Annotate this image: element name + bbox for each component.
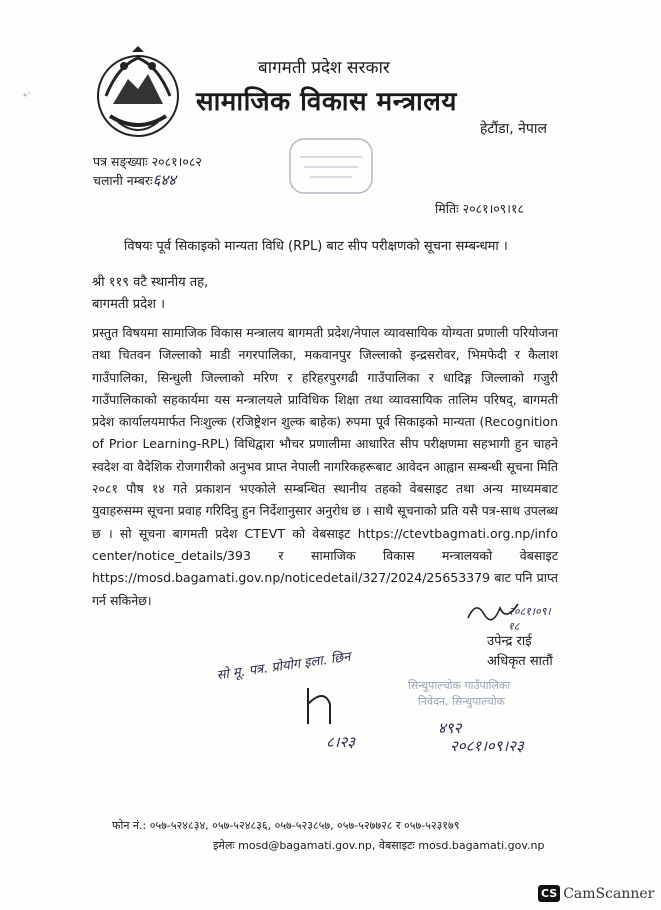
signatory-title: अधिकृत सातौं (487, 654, 553, 669)
government-name: बागमती प्रदेश सरकार (258, 58, 390, 78)
office-location: हेटौंडा, नेपाल (480, 121, 547, 137)
addressee-line-2: बागमती प्रदेश । (92, 297, 165, 312)
letter-body (92, 322, 558, 612)
signature-date: २०८१।०९।१८ (508, 605, 551, 633)
body-end: बाट पनि प्राप्त गर्न सकिनेछ। (92, 570, 558, 608)
body-middle: र सामाजिक विकास मन्त्रालयको वेबसाइट (278, 547, 558, 563)
camscanner-icon: CS (538, 885, 560, 902)
footer-phones: फोन नं.: ०५७-५२४८३४, ०५७-५२४८३६, ०५७-५२३८५७, ०५७-५२७७२८ र ०५७-५२३१७९ (112, 819, 460, 832)
letter-number: पत्र सङ्ख्याः २०८१।०८२ (93, 154, 202, 169)
mosd-notice-link[interactable]: https://mosd.bagamati.gov.np/noticedetail/327/2024/25653379 (92, 570, 491, 586)
dispatch-number (93, 171, 202, 190)
ministry-title: सामाजिक विकास मन्त्रालय (196, 87, 457, 117)
footer-email-web: इमेलः mosd@bagamati.gov.np, वेबसाइटः mosd.bagamati.gov.np (213, 839, 545, 852)
signature-scribble (462, 598, 562, 633)
nepal-emblem-icon (88, 44, 188, 144)
received-number: ४९२ (438, 719, 462, 737)
handwritten-note-line-1: सो मू. पत्र. प्रोयोग इला. छिन (215, 649, 352, 684)
dispatch-value: ६४४ (152, 171, 176, 189)
handwritten-note-line-2: ८।२३ (326, 733, 356, 751)
received-stamp-line-1: सिन्धुपाल्चोक गाउँपालिका (408, 679, 511, 692)
addressee (92, 272, 208, 316)
camscanner-label: CamScanner (563, 886, 655, 902)
handwritten-note (216, 648, 396, 758)
initials-icon (300, 684, 340, 728)
camscanner-watermark (538, 885, 654, 902)
received-stamp-line-2: निवेदन, सिन्धुपाल्चोक (418, 695, 505, 708)
addressee-line-1: श्री ११९ वटै स्थानीय तह, (92, 275, 209, 290)
signatory-name: उपेन्द्र राई (487, 634, 532, 649)
letter-subject: विषयः पूर्व सिकाइको मान्यता विधि (RPL) बाट सीप परीक्षणको सूचना सम्बन्धमा । (124, 239, 508, 254)
ctevt-notice-link[interactable]: https://ctevtbagmati.org.np/info center/notice_details/393 (92, 525, 558, 563)
signatory-block (487, 632, 553, 672)
reference-block (93, 152, 202, 190)
body-text: प्रस्तुत विषयमा सामाजिक विकास मन्त्रालय बागमती प्रदेश/नेपाल व्यावसायिक योग्यता प्रणाली परियोजना तथा चितवन जिल्लाको माडी नगरपालिका, मकवानपुर जिल्लाको इन्द्रसरोवर, भिमफेदी र कैलाश गाउँपालिका, सिन्धुली जिल्लाको मरिण र हरिहरपुरगढी गाउँपालिका र धादिङ्ग जिल्लाको गजुरी गाउँपालिकाको सहकार्यमा यस मन्त्रालयले प्राविधिक शिक्षा तथा व्यावसायिक तालिम परिषद्, बागमती प्रदेश कार्यालयमार्फत निःशुल्क (रजिष्ट्रेशन शुल्क बाहेक) रुपमा पूर्व सिकाइको मान्यता (Recognition of Prior Learning-RPL) विधिद्वारा भौचर प्रणालीमा आधारित सीप परीक्षणमा सहभागी हुन चाहने स्वदेश वा वैदेशिक रोजगारीको अनुभव प्राप्त नेपाली नागरिकहरूबाट आवेदन आह्वान सम्बन्धी सूचना मिति २०८१ पौष १४ गते प्रकाशन भएकोले सम्बन्धित स्थानीय तहको वेबसाइट तथा अन्य माध्यमबाट युवाहरुसम्म सूचना प्रवाह गरिदिनु हुन निर्देशानुसार अनुरोध छ । साथै सूचनाको प्रति यसै पत्र-साथ उपलब्ध छ । सो सूचना बागमती प्रदेश CTEVT को वेबसाइट (92, 325, 558, 541)
scan-speck-icon (22, 90, 32, 100)
letter-date: मितिः २०८१।०९।१८ (435, 201, 525, 216)
received-date: २०८१।०९।२३ (450, 737, 524, 755)
dispatch-label: चलानी नम्बरः (93, 173, 153, 188)
office-stamp-icon (286, 135, 376, 197)
